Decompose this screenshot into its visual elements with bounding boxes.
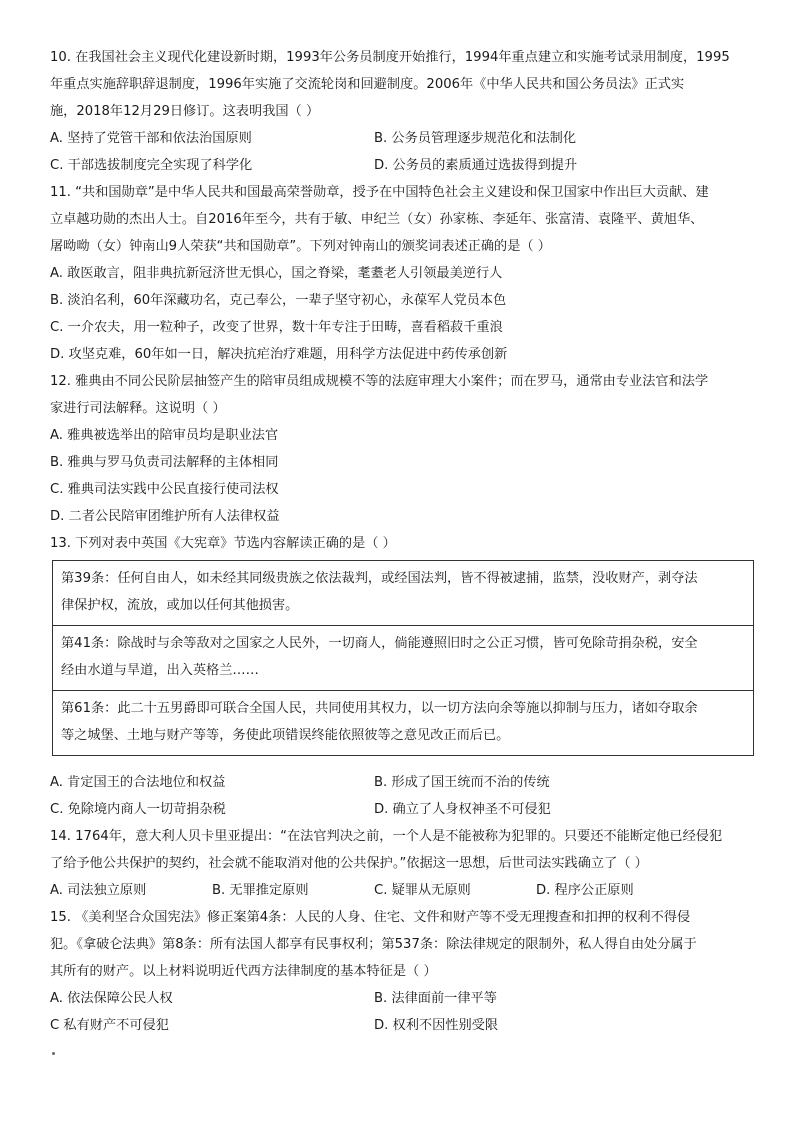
question-15-options-row <box>50 985 750 1012</box>
question-13-stem: 13. 下列对表中英国《大宪章》节选内容解读正确的是（ ） <box>50 536 396 551</box>
question-10-stem-line: 10. 在我国社会主义现代化建设新时期，1993年公务员制度开始推行，1994年重点建立和实施考试录用制度，1995 <box>50 50 730 65</box>
option-b: B. 无罪推定原则 <box>212 883 309 898</box>
question-10-stem-line: 施，2018年12月29日修订。这表明我国（ ） <box>50 104 320 119</box>
option-a: A. 司法独立原则 <box>50 883 147 898</box>
question-11-stem-line: 屠呦呦（女）钟南山9人荣获“共和国勋章”。下列对钟南山的颁奖词表述正确的是（ ） <box>50 239 551 254</box>
question-14 <box>50 823 750 904</box>
option-b: B. 公务员管理逐步规范化和法制化 <box>374 131 577 146</box>
table-cell <box>53 626 754 691</box>
question-14-stem-line: 14. 1764年，意大利人贝卡里亚提出：“在法官判决之前，一个人是不能被称为犯罪的。只要还不能断定他已经侵犯 <box>50 829 723 844</box>
question-10-stem-line: 年重点实施辞职辞退制度，1996年实施了交流轮岗和回避制度。2006年《中华人民共和国公务员法》正式实 <box>50 77 685 92</box>
option-a: A. 肯定国王的合法地位和权益 <box>50 775 226 790</box>
question-14-stem-line: 了给予他公共保护的契约，社会就不能取消对他的公共保护。”依据这一思想，后世司法实践确立了（ ） <box>50 856 648 871</box>
option-c: C. 雅典司法实践中公民直接行使司法权 <box>50 482 279 497</box>
question-11 <box>50 179 750 368</box>
article-41-line: 第41条：除战时与余等敌对之国家之人民外，一切商人，倘能遵照旧时之公正习惯，皆可免除苛捐杂税，安全 <box>61 636 698 651</box>
option-d: D. 程序公正原则 <box>536 883 634 898</box>
question-10-options-row <box>50 152 750 179</box>
question-15-stem-line: 15. 《美利坚合众国宪法》修正案第4条：人民的人身、住宅、文件和财产等不受无理搜查和扣押的权利不得侵 <box>50 910 691 925</box>
question-13-options-row <box>50 769 750 796</box>
table-row <box>53 626 754 691</box>
option-a: A. 依法保障公民人权 <box>50 991 173 1006</box>
article-61-line: 第61条：此二十五男爵即可联合全国人民，共同使用其权力，以一切方法向余等施以抑制与压力，诸如夺取余 <box>61 701 698 716</box>
question-14-options-row <box>50 877 750 904</box>
option-c: C. 干部选拔制度完全实现了科学化 <box>50 158 253 173</box>
question-list <box>50 44 750 1039</box>
article-41-line: 经由水道与旱道，出入英格兰…… <box>61 663 259 678</box>
option-a: A. 雅典被选举出的陪审员均是职业法官 <box>50 428 279 443</box>
table-row <box>53 691 754 756</box>
question-12-stem-line: 家进行司法解释。这说明（ ） <box>50 401 226 416</box>
magna-carta-table <box>52 560 754 756</box>
option-c: C 私有财产不可侵犯 <box>50 1018 169 1033</box>
question-12 <box>50 368 750 530</box>
option-a: A. 坚持了党管干部和依法治国原则 <box>50 131 252 146</box>
option-c: C. 免除境内商人一切苛捐杂税 <box>50 802 226 817</box>
option-d: D. 公务员的素质通过选拔得到提升 <box>374 158 578 173</box>
question-15-stem-line: 犯。《拿破仑法典》第8条：所有法国人都享有民事权利；第537条：除法律规定的限制外，私人得自由处分属于 <box>50 937 697 952</box>
question-10-options-row <box>50 125 750 152</box>
option-b: B. 法律面前一律平等 <box>374 991 497 1006</box>
option-b: B. 形成了国王统而不治的传统 <box>374 775 550 790</box>
option-c: C. 一介农夫，用一粒种子，改变了世界，数十年专注于田畴，喜看稻菽千重浪 <box>50 320 503 335</box>
option-d: D. 权利不因性别受限 <box>374 1018 499 1033</box>
option-d: D. 确立了人身权神圣不可侵犯 <box>374 802 551 817</box>
question-13 <box>50 530 750 823</box>
question-15 <box>50 904 750 1039</box>
option-c: C. 疑罪从无原则 <box>374 883 471 898</box>
option-a: A. 敢医敢言，阻非典抗新冠济世无惧心，国之脊梁，耄耋老人引领最美逆行人 <box>50 266 503 281</box>
article-39-line: 律保护权，流放，或加以任何其他损害。 <box>61 598 299 613</box>
option-d: D. 二者公民陪审团维护所有人法律权益 <box>50 509 280 524</box>
question-10 <box>50 44 750 179</box>
question-12-stem-line: 12. 雅典由不同公民阶层抽签产生的陪审员组成规模不等的法庭审理大小案件；而在罗马，通常由专业法官和法学 <box>50 374 709 389</box>
question-15-options-row <box>50 1012 750 1039</box>
option-b: B. 雅典与罗马负责司法解释的主体相同 <box>50 455 279 470</box>
table-cell <box>53 691 754 756</box>
question-11-stem-line: 11. “共和国勋章”是中华人民共和国最高荣誉勋章，授予在中国特色社会主义建设和保卫国家中作出巨大贡献、建 <box>50 185 709 200</box>
question-15-stem-line: 其所有的财产。以上材料说明近代西方法律制度的基本特征是（ ） <box>50 964 437 979</box>
option-b: B. 淡泊名利，60年深藏功名，克己奉公，一辈子坚守初心，永葆军人党员本色 <box>50 293 507 308</box>
option-d: D. 攻坚克难，60年如一日，解决抗疟治疗难题，用科学方法促进中药传承创新 <box>50 347 508 362</box>
question-11-stem-line: 立卓越功勋的杰出人士。自2016年至今，共有于敏、申纪兰（女）孙家栋、李延年、张富清、袁隆平、黄旭华、 <box>50 212 704 227</box>
scan-artifact-dot <box>52 1052 55 1055</box>
question-13-options-row <box>50 796 750 823</box>
table-cell <box>53 561 754 626</box>
table-row <box>53 561 754 626</box>
article-61-line: 等之城堡、土地与财产等等，务使此项错误终能依照彼等之意见改正而后已。 <box>61 728 510 743</box>
article-39-line: 第39条：任何自由人，如未经其同级贵族之依法裁判，或经国法判，皆不得被逮捕，监禁，没收财产，剥夺法 <box>61 571 698 586</box>
